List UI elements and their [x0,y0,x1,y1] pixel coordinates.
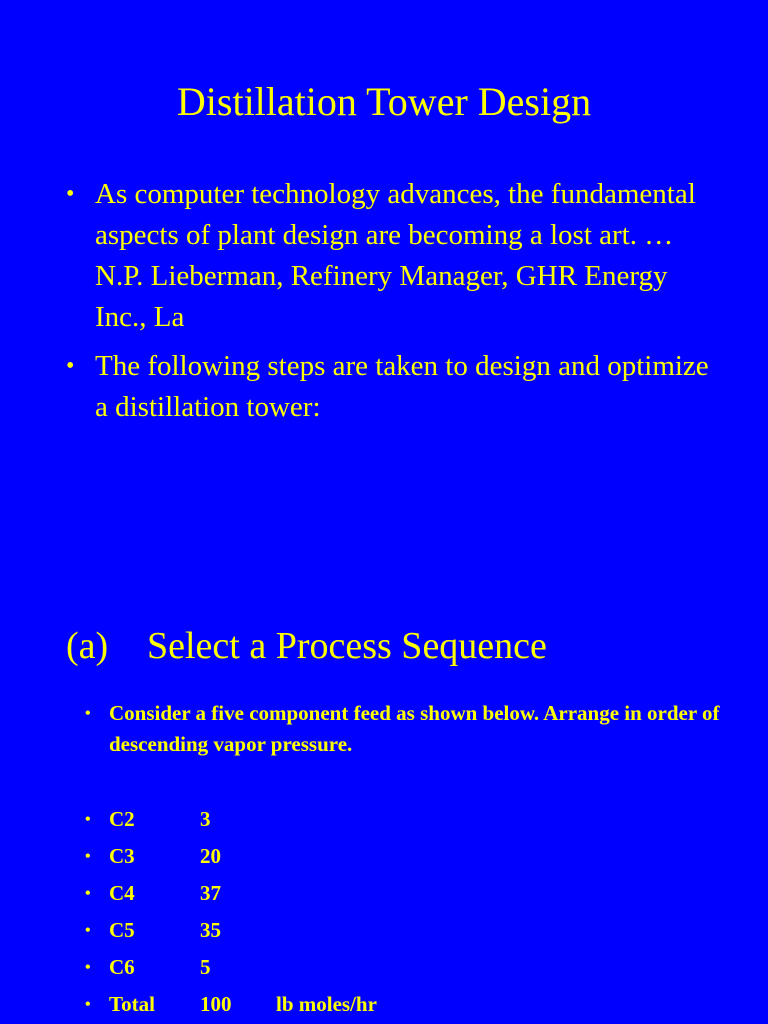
feed-amount: 3 [200,807,211,831]
consider-text: Consider a five component feed as shown below. Arrange in order of descending vapor pressure. [109,701,720,756]
main-bullet-list [66,174,716,436]
feed-amount: 20 [200,844,221,868]
bullet-item [66,174,716,338]
section-heading [66,623,547,669]
slide-title: Distillation Tower Design [176,79,592,124]
feed-amount: 37 [200,881,221,905]
feed-row-total [85,986,377,1023]
feed-amount: 100 [200,992,232,1016]
feed-component: C4 [109,881,135,905]
bullet-icon: • [85,811,91,828]
bullet-icon: • [85,705,91,722]
bullet-icon: • [85,959,91,976]
feed-row [85,875,377,912]
bullet-text: As computer technology advances, the fundamental aspects of plant design are becoming a lost art. … N.P. Lieberman, Refinery Manager, GHR Energy Inc., La [95,178,696,333]
feed-row [85,912,377,949]
feed-component: Total [109,992,155,1016]
bullet-icon: • [85,922,91,939]
bullet-icon: • [85,848,91,865]
bullet-icon: • [66,353,75,379]
feed-component: C3 [109,844,135,868]
feed-component: C5 [109,918,135,942]
bullet-icon: • [85,885,91,902]
bullet-icon: • [85,996,91,1013]
section-title: Select a Process Sequence [147,625,547,667]
section-label: (a) [66,625,109,667]
bullet-item [66,346,716,428]
consider-bullet [85,698,725,760]
consider-bullet-list [85,698,725,760]
feed-amount: 35 [200,918,221,942]
feed-row [85,838,377,875]
feed-row [85,801,377,838]
feed-composition-list [85,801,377,1023]
feed-component: C6 [109,955,135,979]
feed-component: C2 [109,807,135,831]
feed-row [85,949,377,986]
bullet-icon: • [66,181,75,207]
feed-unit: lb moles/hr [276,992,377,1016]
feed-amount: 5 [200,955,211,979]
bullet-text: The following steps are taken to design and optimize a distillation tower: [95,350,709,423]
